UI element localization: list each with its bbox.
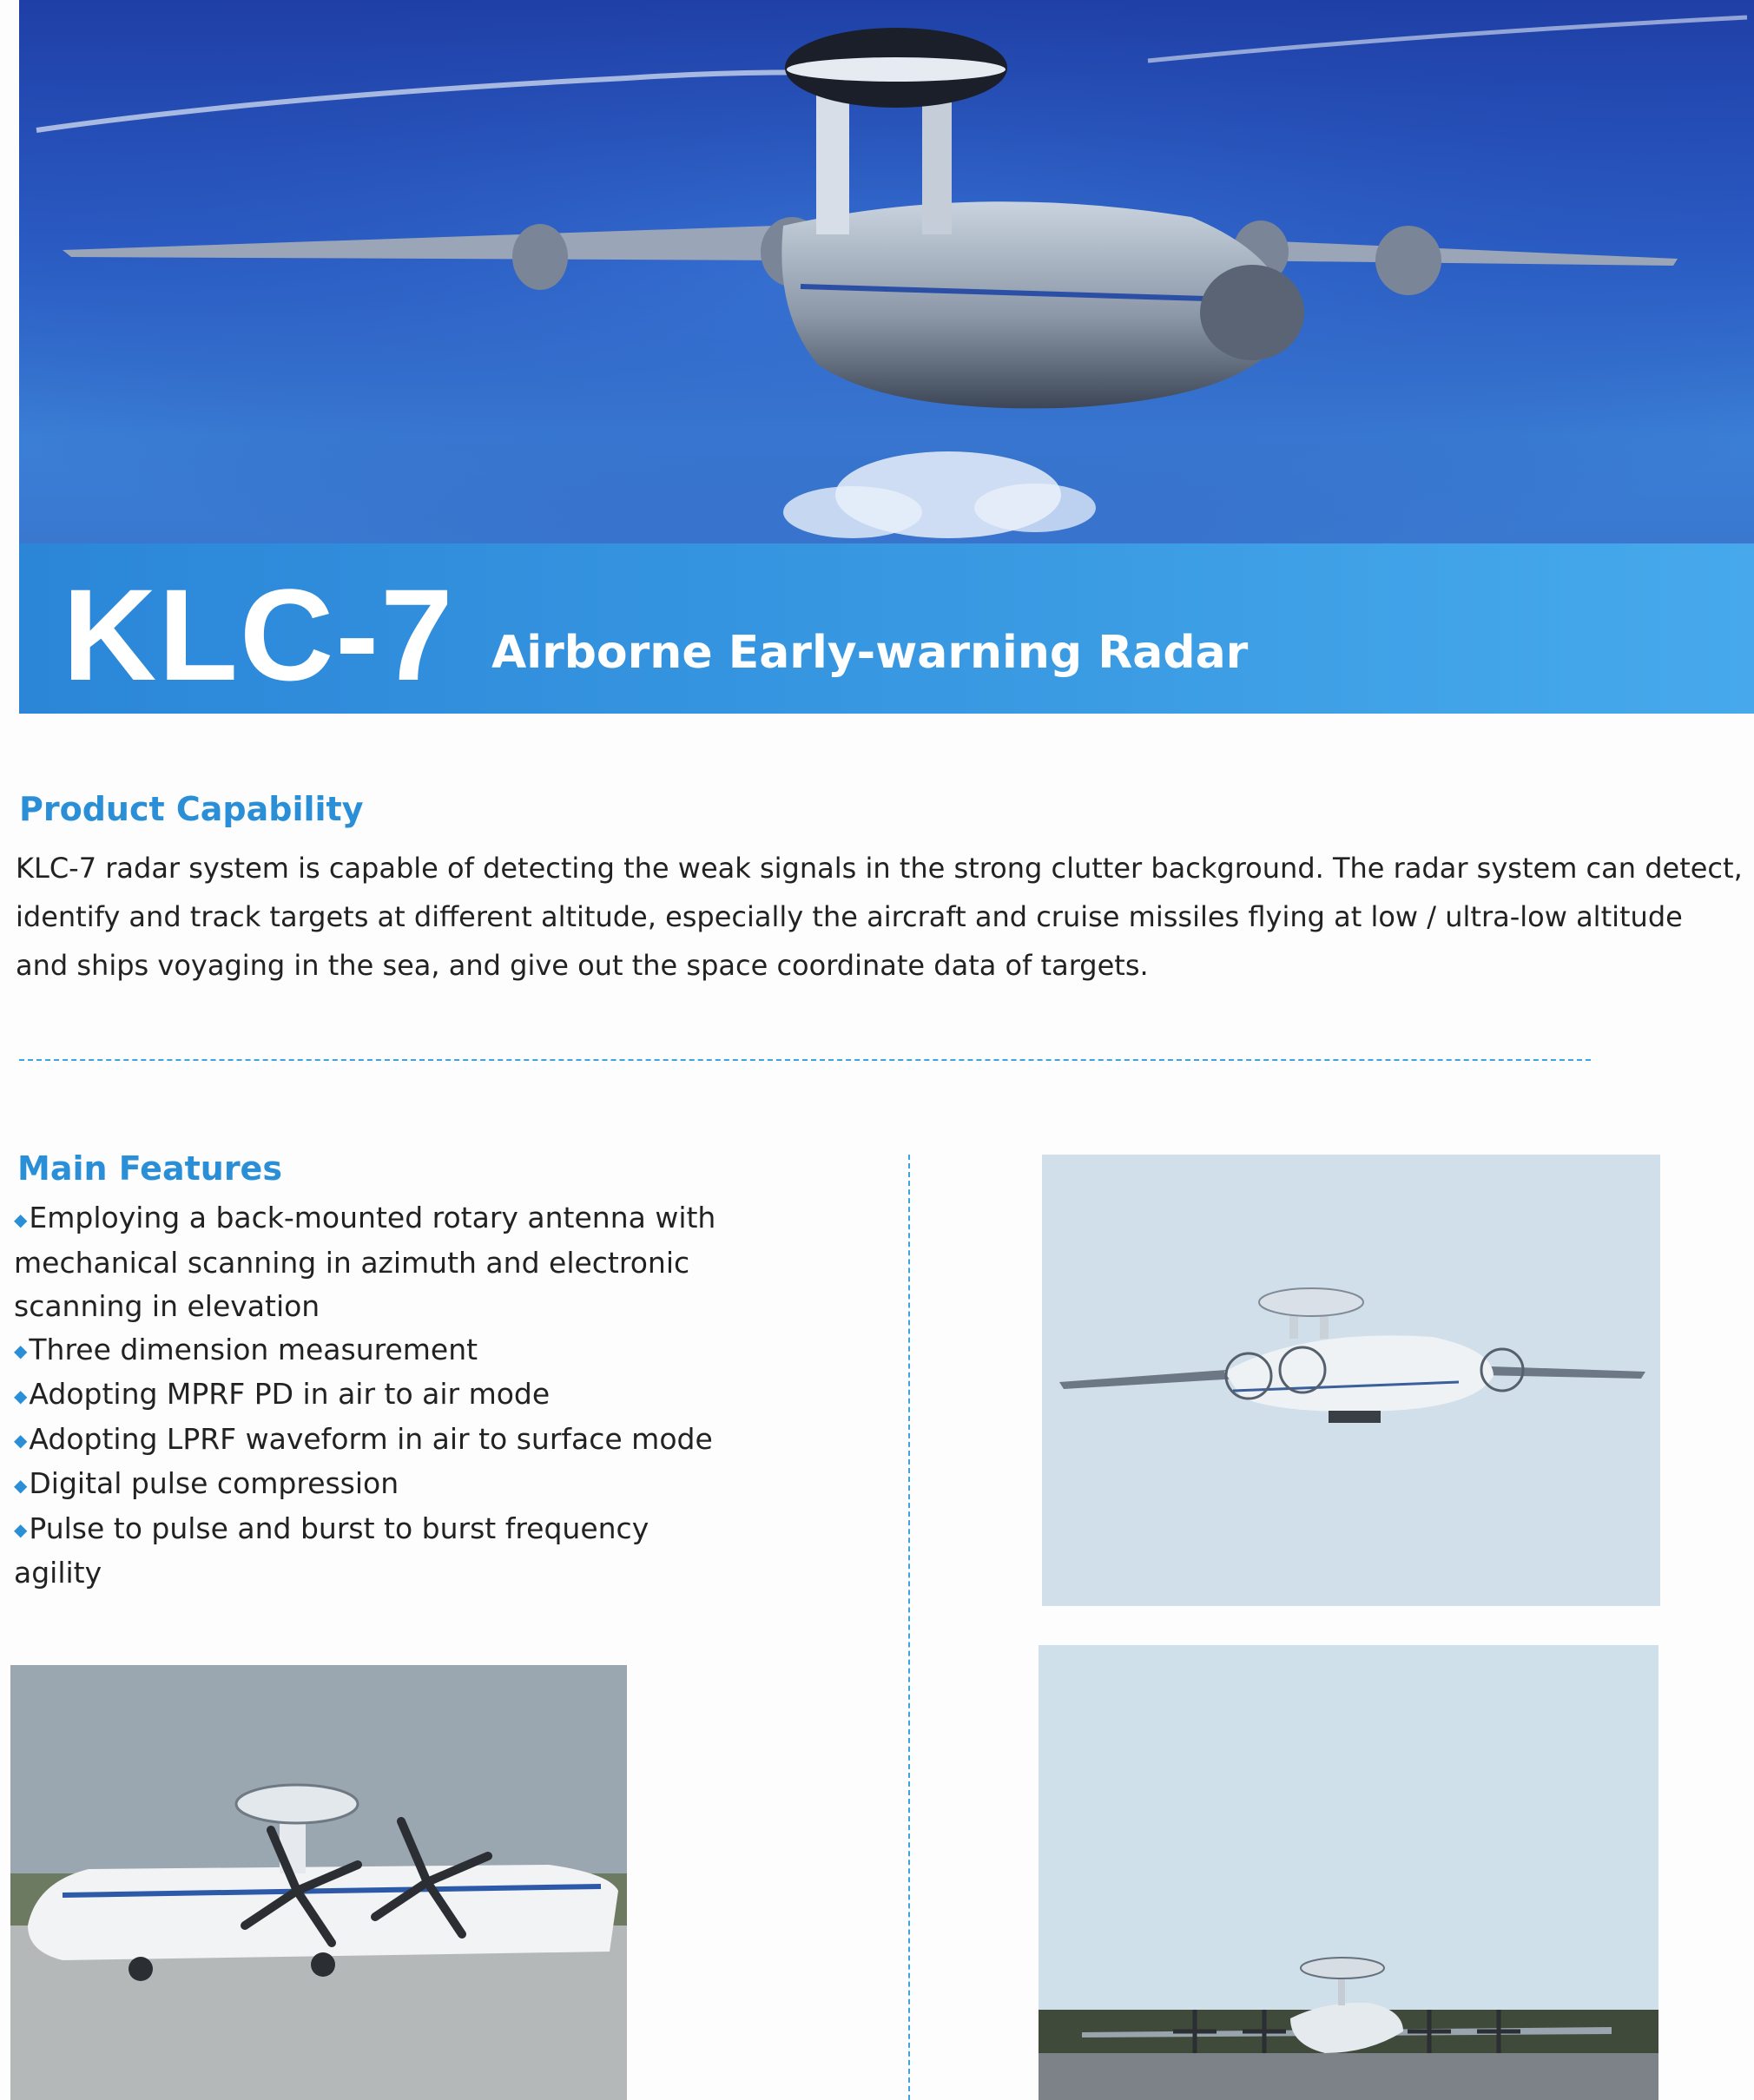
feature-item: ◆Adopting MPRF PD in air to air mode — [14, 1377, 551, 1411]
diamond-bullet-icon: ◆ — [14, 1430, 28, 1451]
diamond-bullet-icon: ◆ — [14, 1208, 28, 1230]
feature-item: ◆Three dimension measurement — [14, 1332, 478, 1366]
capability-heading: Product Capability — [19, 790, 364, 828]
aircraft-flight-photo — [1042, 1155, 1660, 1606]
capability-text: KLC-7 radar system is capable of detecting the weak signals in the strong clutter background. The radar system can detect, identify and track targets at different altitude, especially the aircraft and cruise missiles flying at low / ultra-low altitude and ships voyaging in the sea, and give out the space coordinate data of targets. — [16, 852, 1743, 982]
aircraft-ground-photo — [10, 1665, 627, 2100]
diamond-bullet-icon: ◆ — [14, 1385, 28, 1406]
diamond-bullet-icon: ◆ — [14, 1474, 28, 1496]
features-heading: Main Features — [17, 1149, 282, 1188]
section-divider — [19, 1059, 1591, 1061]
features-list — [14, 1196, 735, 1595]
diamond-bullet-icon: ◆ — [14, 1519, 28, 1540]
aircraft-runway-photo — [1039, 1645, 1658, 2100]
product-subtitle: Airborne Early-warning Radar — [491, 627, 1249, 679]
feature-item: ◆Employing a back-mounted rotary antenna with mechanical scanning in azimuth and electronic scanning in elevation — [14, 1201, 716, 1323]
column-divider — [908, 1155, 910, 2100]
feature-item: ◆Adopting LPRF waveform in air to surface mode — [14, 1421, 713, 1456]
feature-item: ◆Pulse to pulse and burst to burst frequency agility — [14, 1511, 650, 1590]
product-code: KLC-7 — [63, 562, 455, 708]
hero-aircraft-photo — [19, 0, 1754, 543]
diamond-bullet-icon: ◆ — [14, 1340, 28, 1361]
feature-item: ◆Digital pulse compression — [14, 1466, 399, 1500]
